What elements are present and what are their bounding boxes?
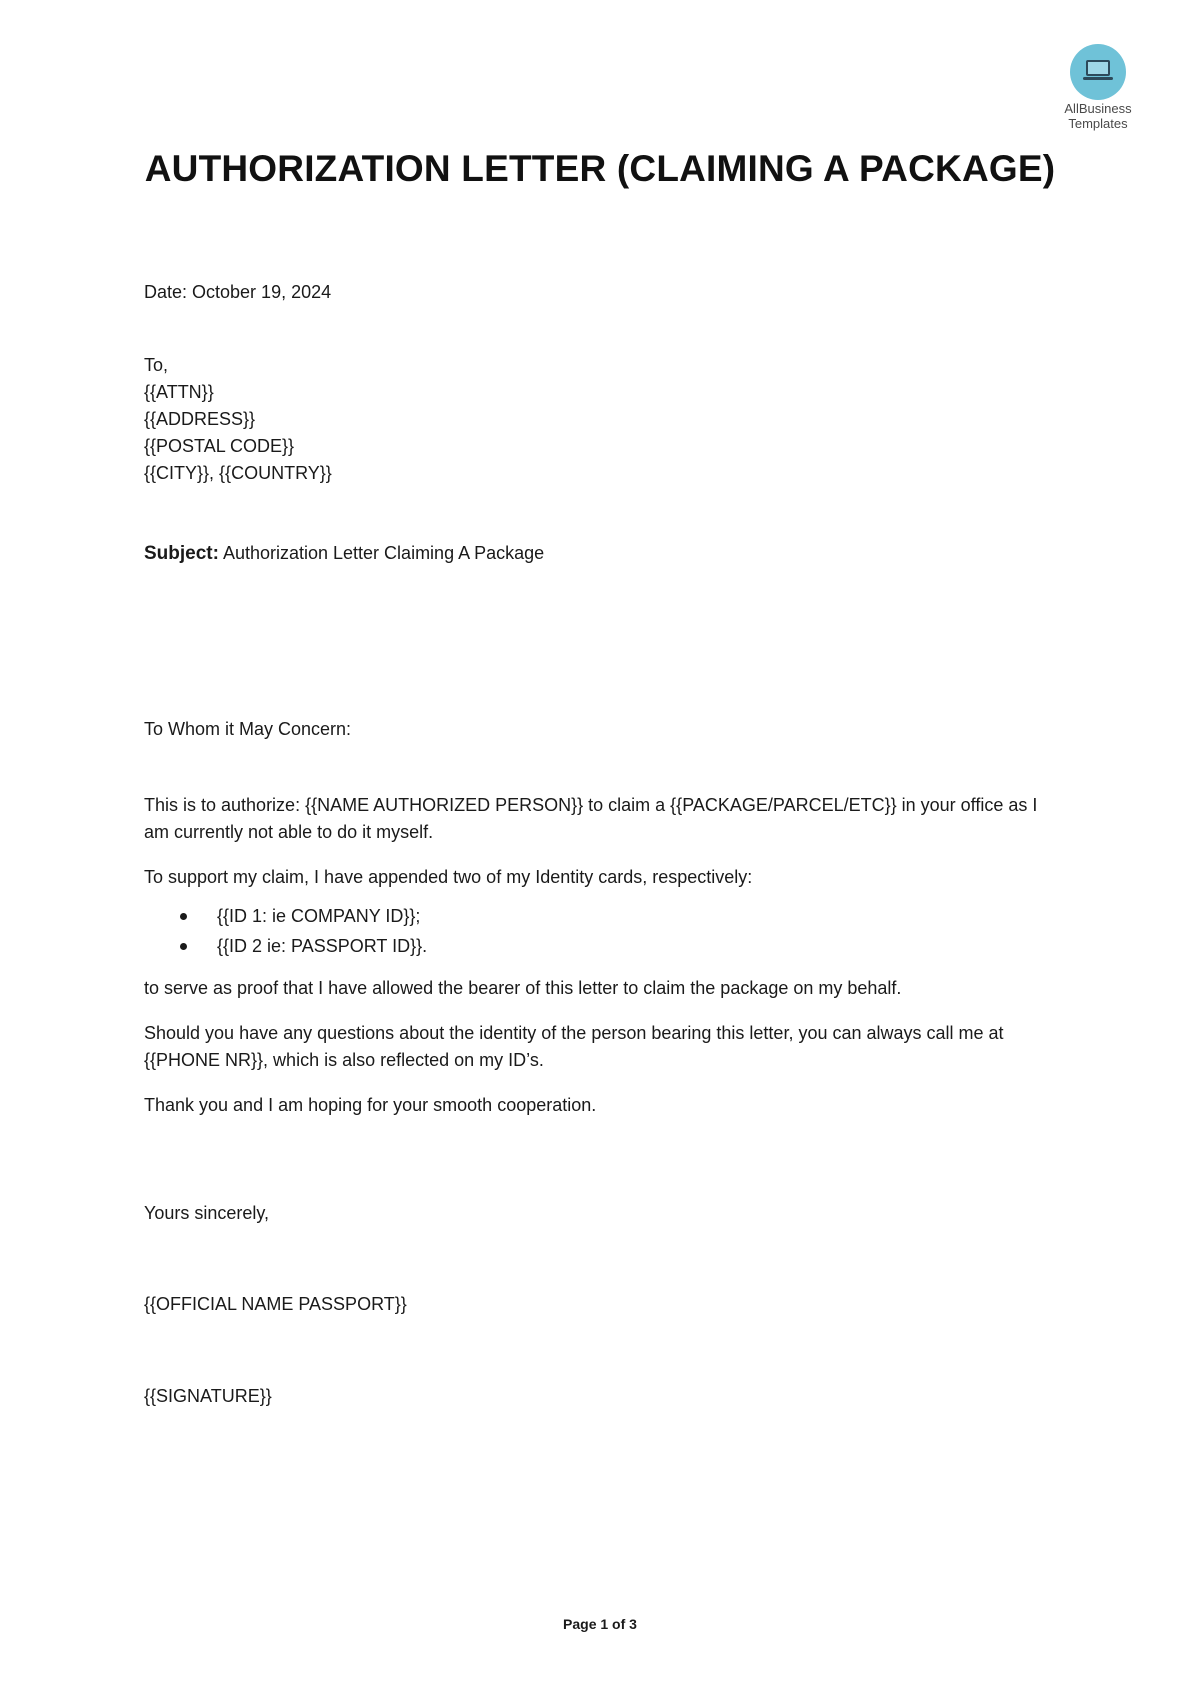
salutation: To Whom it May Concern: — [144, 719, 352, 739]
subject-line — [144, 540, 1064, 567]
list-item-text: {{ID 2 ie: PASSPORT ID}}. — [217, 936, 428, 956]
closing: Yours sincerely, — [144, 1203, 270, 1223]
bullet-icon — [180, 943, 187, 950]
list-item-text: {{ID 1: ie COMPANY ID}}; — [217, 906, 421, 926]
subject-text: Authorization Letter Claiming A Package — [218, 543, 545, 563]
recipient-block — [144, 352, 1064, 487]
body-paragraph-1: This is to authorize: {{NAME AUTHORIZED PERSON}} to claim a {{PACKAGE/PARCEL/ETC}} in your office as I am currently not able to do it myself. — [144, 795, 1038, 842]
page-number: Page 1 of 3 — [563, 1616, 637, 1632]
recipient-line: To, — [144, 355, 169, 375]
letter-body — [144, 792, 1064, 1137]
logo-line-1: AllBusiness — [1064, 101, 1132, 116]
body-paragraph-4: Should you have any questions about the identity of the person bearing this letter, you can always call me at {{PHONE NR}}, which is also reflected on my ID’s. — [144, 1023, 1004, 1070]
signature-placeholder: {{SIGNATURE}} — [144, 1386, 272, 1406]
subject-label: Subject: — [144, 543, 219, 564]
laptop-icon — [1082, 58, 1114, 84]
logo-circle — [1070, 44, 1126, 100]
official-name: {{OFFICIAL NAME PASSPORT}} — [144, 1294, 407, 1314]
document-title: AUTHORIZATION LETTER (CLAIMING A PACKAGE) — [144, 148, 1056, 189]
bullet-icon — [180, 913, 187, 920]
body-paragraph-3: to serve as proof that I have allowed the bearer of this letter to claim the package on my behalf. — [144, 978, 902, 998]
company-logo — [1048, 44, 1148, 131]
logo-text — [1048, 101, 1148, 131]
body-paragraph-5: Thank you and I am hoping for your smooth cooperation. — [144, 1095, 597, 1115]
letter-date: Date: October 19, 2024 — [144, 282, 332, 302]
id-list — [144, 901, 1064, 961]
recipient-line: {{ADDRESS}} — [144, 409, 256, 429]
recipient-line: {{CITY}}, {{COUNTRY}} — [144, 463, 332, 483]
body-paragraph-2: To support my claim, I have appended two of my Identity cards, respectively: — [144, 867, 753, 887]
list-item — [144, 901, 1064, 931]
logo-line-2: Templates — [1068, 116, 1128, 131]
list-item — [144, 931, 1064, 961]
recipient-line: {{POSTAL CODE}} — [144, 436, 295, 456]
recipient-line: {{ATTN}} — [144, 382, 214, 402]
